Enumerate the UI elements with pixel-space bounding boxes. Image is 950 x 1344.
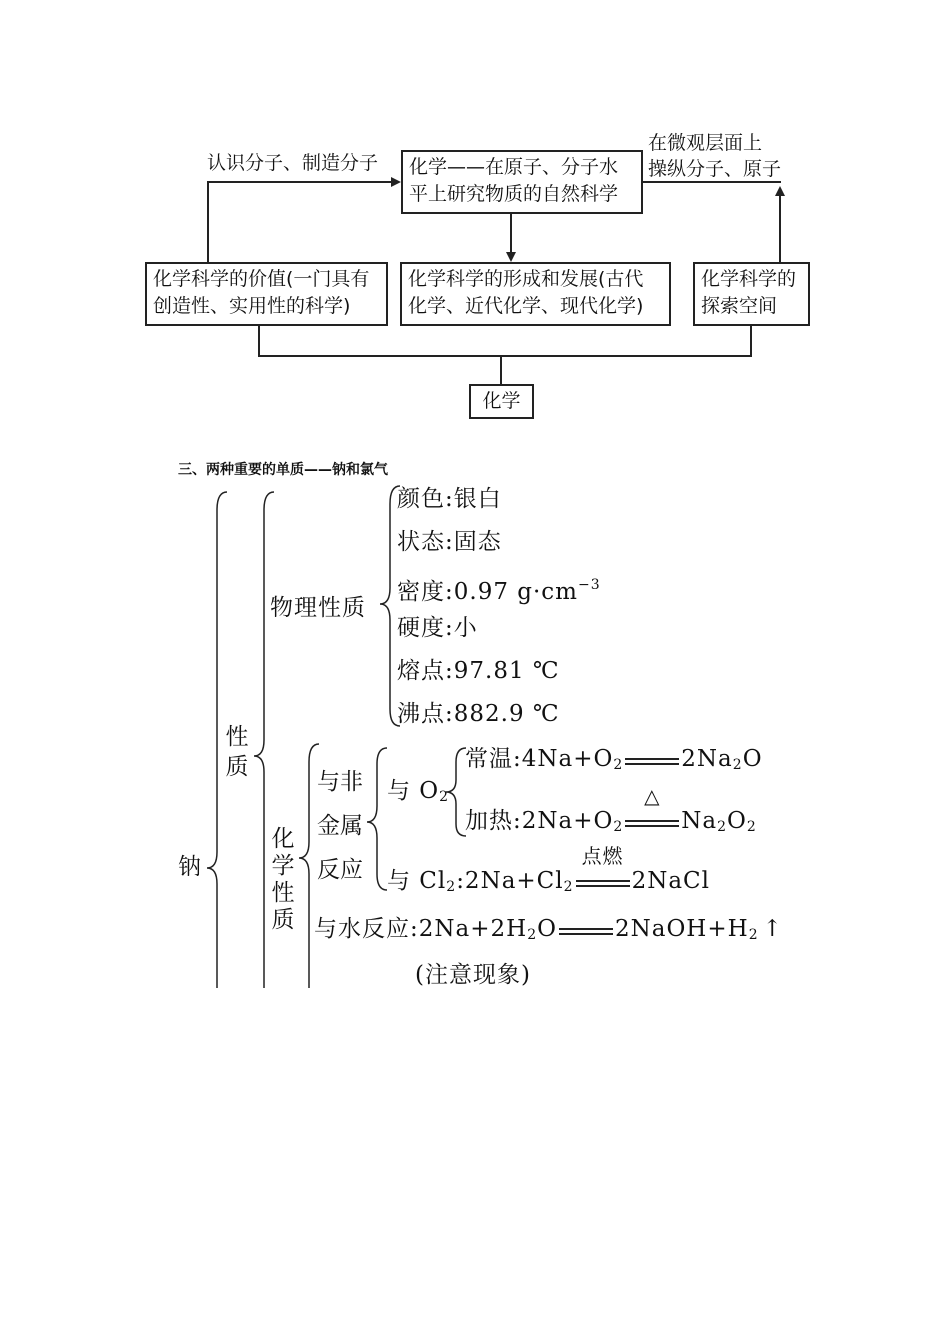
- equals-sign: [625, 744, 679, 774]
- reaction-chlorine: 与 $Cl_2:2Na+Cl_2$ 点燃 2NaCl: [387, 844, 710, 895]
- development-line-2: 化学、近代化学、现代化学): [408, 295, 644, 317]
- heating-product-mid: O: [727, 808, 747, 834]
- normal-temp-reactants: 常温:4Na+O: [465, 746, 614, 772]
- properties-label: 性质: [225, 724, 249, 780]
- with-oxygen-text: 与 O: [387, 778, 440, 804]
- definition-line-2: 平上研究物质的自然科学: [409, 183, 619, 205]
- normal-temp-product-end: O: [742, 746, 763, 772]
- middle-arrow-head: [506, 252, 516, 262]
- reaction-heating: 加热$:2Na+O_2$ △ $Na_2O_2$: [465, 784, 757, 835]
- gas-arrow-icon: ↑: [762, 916, 783, 942]
- chlorine-condition: 点燃: [581, 844, 624, 868]
- value-line-2: 创造性、实用性的科学): [153, 295, 351, 317]
- exploration-line-1: 化学科学的: [701, 268, 797, 290]
- density-exponent: −3: [578, 577, 601, 593]
- physical-melting-point: 熔点:97.81 ℃: [397, 658, 560, 684]
- with-oxygen-label: 与 $O_2$: [387, 778, 450, 805]
- left-arrow-head: [391, 177, 401, 187]
- water-reactants: 与水反应:2Na+2H: [314, 916, 528, 942]
- physical-state: 状态:固态: [397, 529, 502, 555]
- heating-condition: △: [644, 784, 661, 808]
- value-box: [145, 262, 388, 326]
- with-chlorine-text: 与 Cl: [387, 868, 447, 894]
- right-label-line-1: 在微观层面上: [648, 132, 763, 154]
- heating-reactants: 加热:2Na+O: [465, 808, 614, 834]
- bottom-left-vertical: [258, 326, 260, 356]
- reaction-water: 与水反应$:2Na+2H_2O$ $2NaOH+H_2$ ↑: [314, 916, 783, 943]
- left-connector-horizontal: [207, 181, 391, 183]
- exploration-box: [693, 262, 810, 326]
- physical-color: 颜色:银白: [397, 486, 502, 512]
- observe-note: (注意现象): [415, 962, 531, 988]
- development-line-1: 化学科学的形成和发展(古代: [408, 268, 644, 290]
- physical-hardness: 硬度:小: [397, 615, 478, 641]
- bottom-right-vertical: [750, 326, 752, 356]
- physical-properties-label: 物理性质: [270, 595, 366, 621]
- right-connector-vertical: [779, 196, 781, 262]
- development-box: [400, 262, 671, 326]
- sodium-label: 钠: [178, 854, 202, 880]
- chlorine-product: 2NaCl: [631, 868, 710, 894]
- right-connector-horizontal-top: [643, 181, 781, 183]
- right-arrow-label: [648, 130, 781, 182]
- chemistry-box: 化学: [469, 384, 534, 419]
- water-equals-sign: [559, 914, 613, 944]
- chlorine-reactants: :2Na+Cl: [456, 868, 564, 894]
- bottom-center-vertical: [500, 355, 502, 385]
- normal-temp-product: 2Na: [681, 746, 733, 772]
- value-line-1: 化学科学的价值(一门具有: [153, 268, 370, 290]
- brace-physical: [378, 484, 408, 734]
- exploration-line-2: 探索空间: [701, 295, 778, 317]
- chlorine-equals-sign: [576, 844, 630, 896]
- middle-connector: [510, 214, 512, 252]
- section-title: 三、两种重要的单质——钠和氯气: [178, 462, 388, 478]
- nonmetal-reaction-label: 与非金属反应: [317, 769, 363, 883]
- left-arrow-label: 认识分子、制造分子: [207, 152, 379, 174]
- heating-product: Na: [681, 808, 718, 834]
- water-product: 2NaOH+H: [614, 916, 749, 942]
- chemical-properties-label: 化学性质: [271, 826, 295, 933]
- right-arrow-head: [775, 186, 785, 196]
- left-connector-vertical: [207, 182, 209, 262]
- bottom-horizontal: [258, 355, 752, 357]
- definition-line-1: 化学——在原子、分子水: [409, 156, 619, 178]
- right-label-line-2: 操纵分子、原子: [648, 158, 782, 180]
- density-value: 密度:0.97 g·cm: [397, 579, 578, 605]
- physical-boiling-point: 沸点:882.9 ℃: [397, 701, 560, 727]
- reaction-normal-temperature: 常温$:4Na+O_2$ $2Na_2O$: [465, 746, 763, 773]
- chemistry-definition-box: [401, 150, 643, 214]
- physical-density: [397, 570, 601, 607]
- heating-equals-sign: [625, 784, 679, 836]
- water-reactants-end: O: [537, 916, 557, 942]
